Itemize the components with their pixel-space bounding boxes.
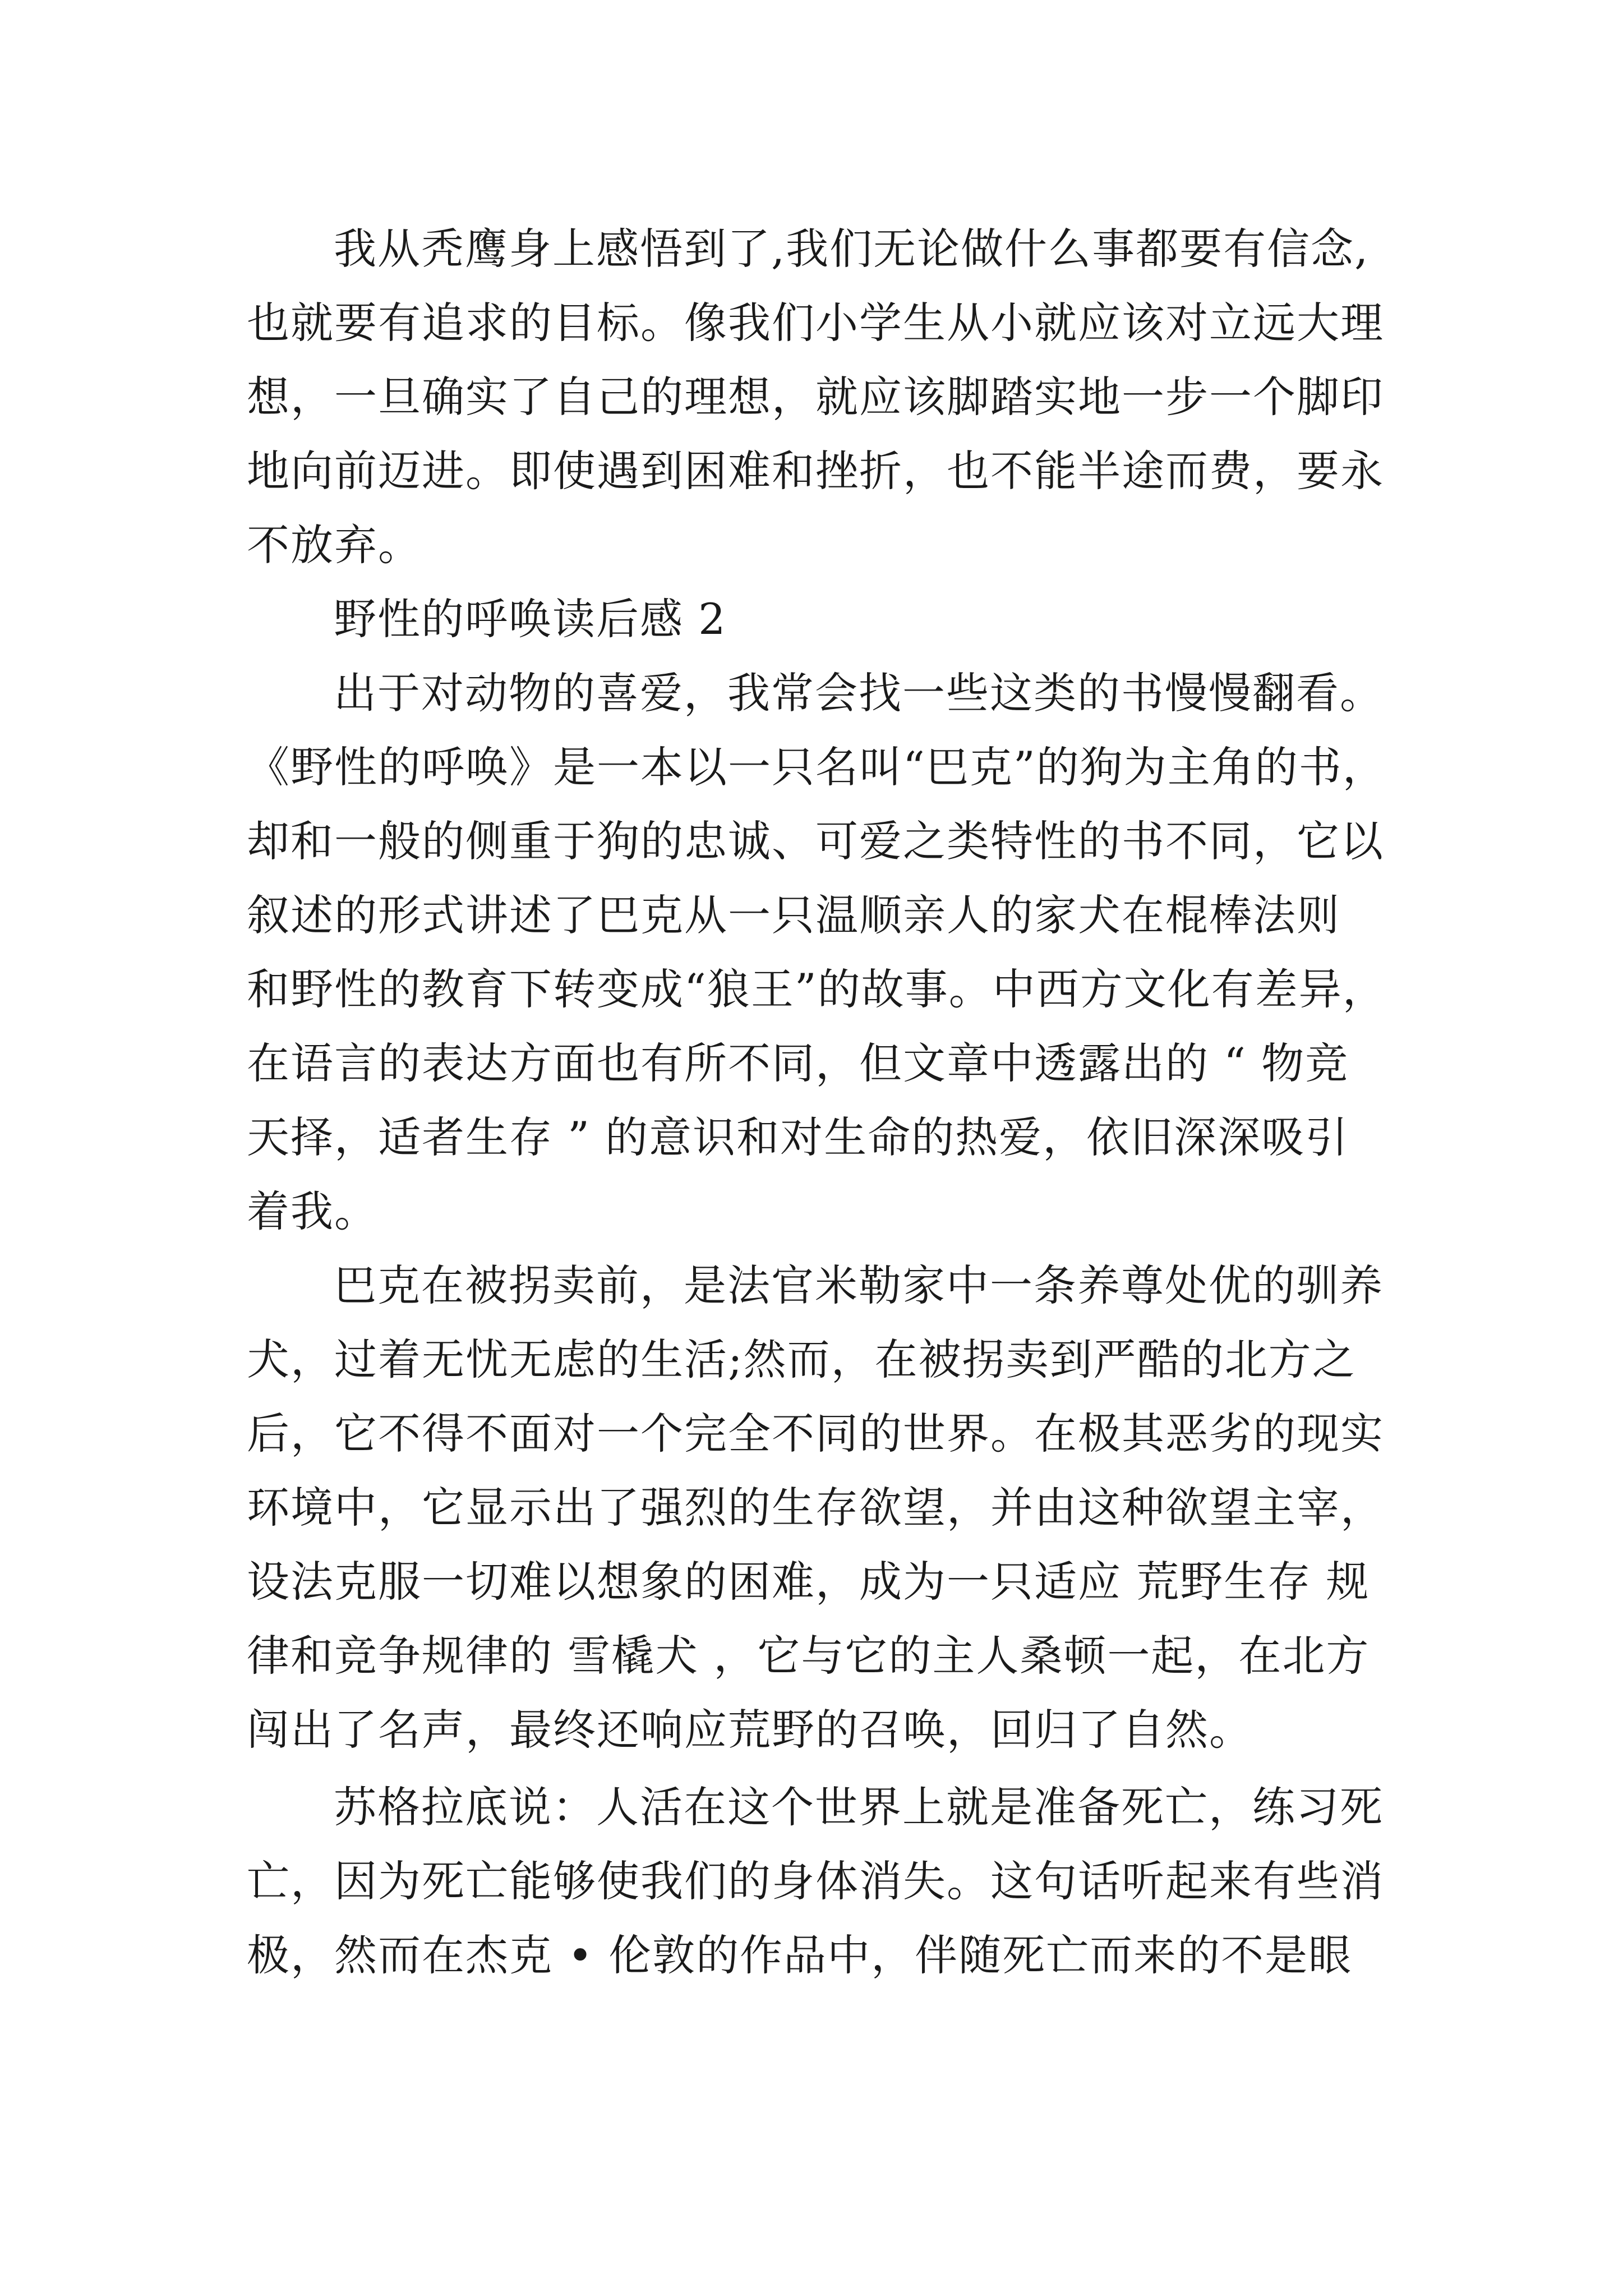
paragraph-line: 苏格拉底说：人活在这个世界上就是准备死亡，练习死 xyxy=(334,1782,1384,1832)
paragraph-line: 想，一旦确实了自己的理想，就应该脚踏实地一步一个脚印 xyxy=(247,372,1384,422)
paragraph-line: 律和竞争规律的 雪橇犬 ，它与它的主人桑顿一起，在北方 xyxy=(247,1631,1370,1681)
paragraph-line: 《野性的呼唤》是一本以一只名叫“巴克”的狗为主角的书， xyxy=(247,742,1386,792)
paragraph-line: 极，然而在杰克 • 伦敦的作品中，伴随死亡而来的不是眼 xyxy=(247,1930,1353,1980)
paragraph-line: 不放弃。 xyxy=(247,520,422,570)
paragraph-line: 却和一般的侧重于狗的忠诚、可爱之类特性的书不同，它以 xyxy=(247,816,1384,866)
paragraph-line: 亡，因为死亡能够使我们的身体消失。这句话听起来有些消 xyxy=(247,1856,1384,1906)
paragraph-line: 叙述的形式讲述了巴克从一只温顺亲人的家犬在棍棒法则 xyxy=(247,890,1340,940)
paragraph-line: 后，它不得不面对一个完全不同的世界。在极其恶劣的现实 xyxy=(247,1409,1384,1458)
paragraph-line: 出于对动物的喜爱，我常会找一些这类的书慢慢翻看。 xyxy=(334,668,1384,718)
paragraph-line: 巴克在被拐卖前，是法官米勒家中一条养尊处优的驯养 xyxy=(334,1260,1384,1310)
paragraph-line: 和野性的教育下转变成“狼王”的故事。中西方文化有差异， xyxy=(247,964,1386,1014)
paragraph-line: 也就要有追求的目标。像我们小学生从小就应该对立远大理 xyxy=(247,298,1384,348)
paragraph-line: 我从秃鹰身上感悟到了,我们无论做什么事都要有信念, xyxy=(334,224,1370,274)
paragraph-line: 环境中，它显示出了强烈的生存欲望，并由这种欲望主宰， xyxy=(247,1483,1384,1533)
paragraph-line: 着我。 xyxy=(247,1186,378,1236)
paragraph-line: 地向前迈进。即使遇到困难和挫折，也不能半途而费，要永 xyxy=(247,446,1384,496)
paragraph-line: 在语言的表达方面也有所不同，但文章中透露出的 “ 物竞 xyxy=(247,1038,1349,1088)
paragraph-line: 设法克服一切难以想象的困难，成为一只适应 荒野生存 规 xyxy=(247,1557,1370,1607)
paragraph-line: 闯出了名声，最终还响应荒野的召唤，回归了自然。 xyxy=(247,1705,1253,1755)
paragraph-line: 天择，适者生存 ” 的意识和对生命的热爱，依旧深深吸引 xyxy=(247,1112,1349,1162)
paragraph-line: 犬，过着无忧无虑的生活;然而，在被拐卖到严酷的北方之 xyxy=(247,1335,1356,1384)
section-heading: 野性的呼唤读后感 2 xyxy=(334,594,727,644)
